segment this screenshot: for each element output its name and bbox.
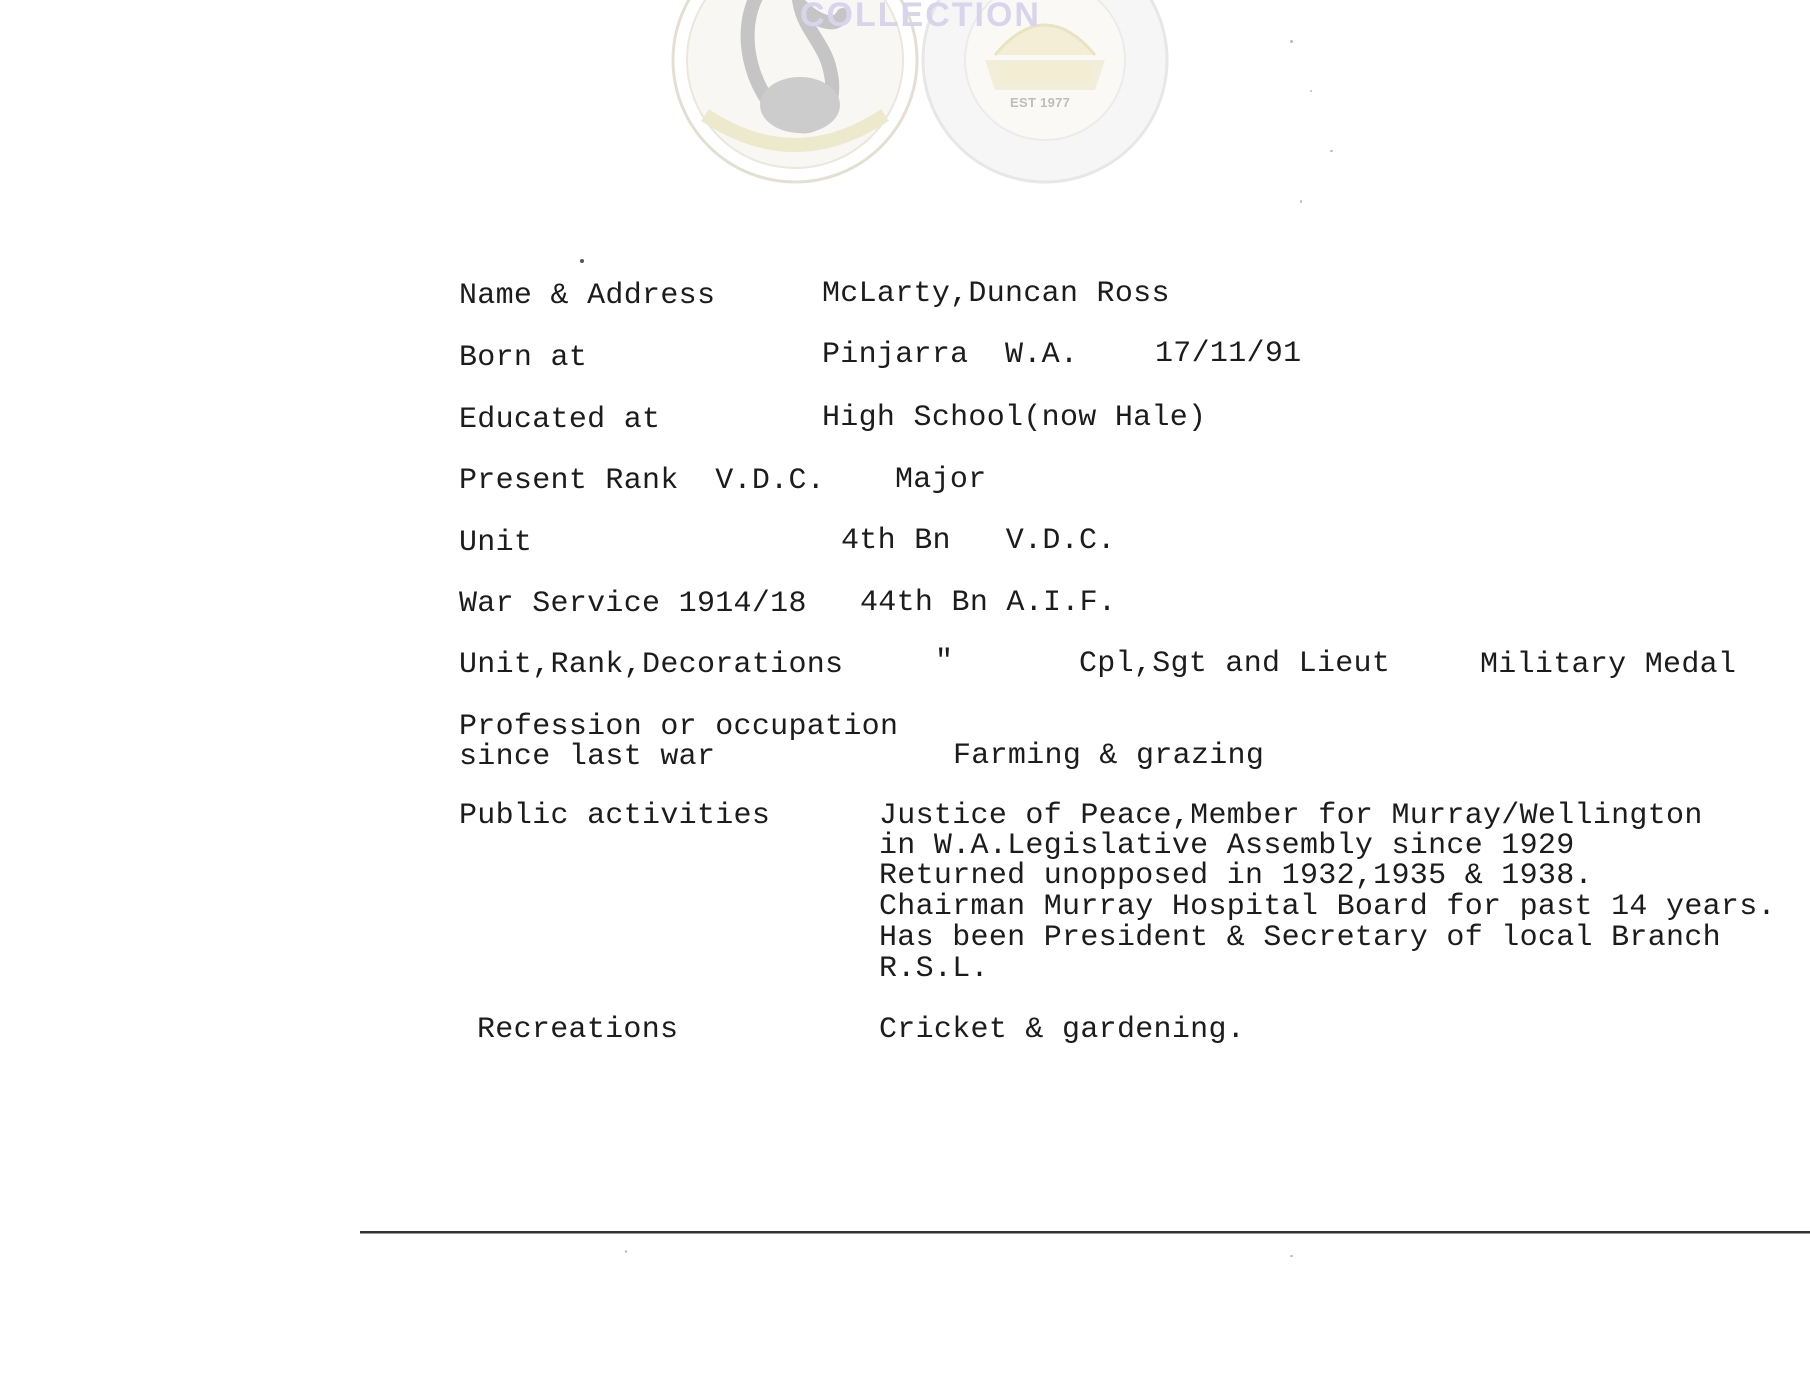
decorations-rank: Cpl,Sgt and Lieut [1079,647,1391,681]
bottom-rule-shadow [360,1233,1810,1234]
recreations-label: Recreations [477,1013,679,1047]
profession-label-line-1: Profession or occupation [459,710,899,744]
educated-value: High School(now Hale) [822,401,1207,435]
decorations-medal: Military Medal [1480,648,1737,682]
scan-speck [1290,1255,1293,1257]
public-activities-line: Chairman Murray Hospital Board for past 14 years. [879,890,1776,924]
educated-label: Educated at [459,403,661,437]
scan-speck [625,1250,627,1253]
scan-speck [1290,40,1293,43]
born-label: Born at [459,341,588,375]
decorations-ditto-mark: " [935,645,954,679]
rank-value: Major [895,463,987,497]
war-service-label: War Service 1914/18 [459,587,807,621]
decorations-label: Unit,Rank,Decorations [459,648,844,682]
recreations-value: Cricket & gardening. [879,1013,1246,1047]
scan-speck [1300,200,1302,203]
profession-label-line-2: since last war [459,740,716,774]
public-activities-line: in W.A.Legislative Assembly since 1929 [879,829,1575,863]
war-service-value: 44th Bn A.I.F. [860,586,1117,620]
public-activities-line: Has been President & Secretary of local Branch [879,921,1721,955]
scan-speck [1310,90,1312,92]
name-label: Name & Address [459,279,716,313]
unit-value: 4th Bn V.D.C. [841,524,1116,558]
scan-speck [1330,150,1333,152]
watermark-text: COLLECTION [800,0,1041,34]
rank-label: Present Rank V.D.C. [459,464,826,498]
unit-label: Unit [459,526,533,560]
public-activities-line: Returned unopposed in 1932,1935 & 1938. [879,859,1593,893]
badge-est-text: EST 1977 [1010,95,1071,110]
born-place: Pinjarra W.A. [822,338,1079,372]
public-activities-line: Justice of Peace,Member for Murray/Wellington [879,799,1703,833]
profession-value: Farming & grazing [953,739,1265,773]
name-value: McLarty,Duncan Ross [822,277,1170,311]
public-activities-label: Public activities [459,799,771,833]
scan-speck [580,259,584,263]
public-activities-line: R.S.L. [879,952,989,986]
born-date: 17/11/91 [1155,337,1302,371]
